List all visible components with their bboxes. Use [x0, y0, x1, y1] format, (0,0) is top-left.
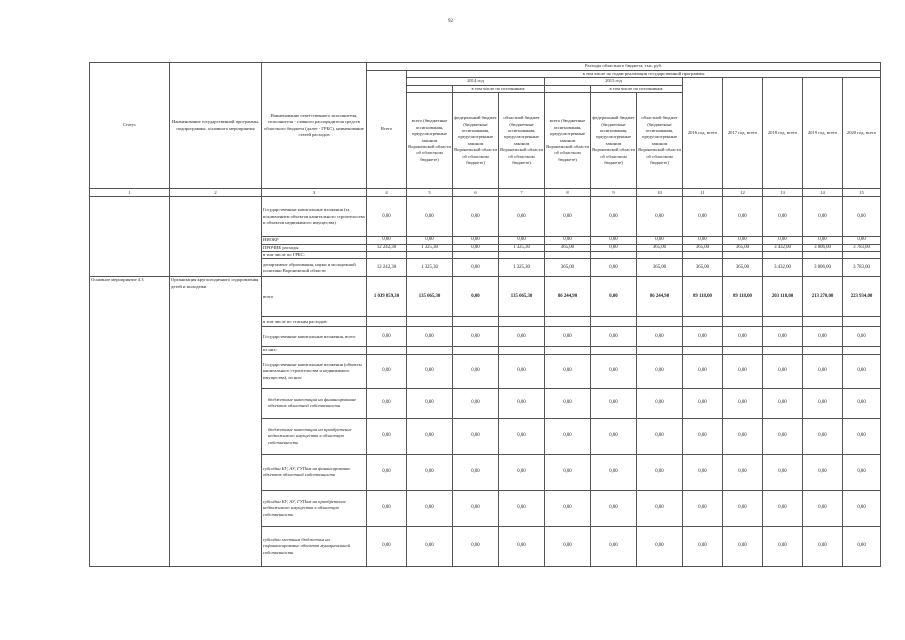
value-cell: 0,00	[763, 197, 803, 237]
value-cell: 0,00	[683, 454, 723, 490]
value-cell: 0,00	[683, 327, 723, 347]
value-cell: 0,00	[499, 354, 545, 388]
value-cell: 0,00	[453, 454, 499, 490]
table-row	[90, 277, 881, 317]
value-cell: 0,00	[763, 418, 803, 454]
header-program-name: Наименование государственной программы, подпрограммы, основного мероприятия	[170, 63, 262, 189]
value-cell: 0,00	[637, 490, 683, 526]
value-cell: 0,00	[407, 388, 453, 418]
row-label: Государственные капитальные вложения, всего	[262, 327, 367, 347]
value-cell: 365,00	[637, 244, 683, 251]
value-cell: 0,00	[683, 237, 723, 244]
value-cell: 0,00	[637, 327, 683, 347]
value-cell: 0,00	[591, 388, 637, 418]
value-cell: 365,00	[723, 244, 763, 251]
value-cell: 0,00	[763, 354, 803, 388]
value-cell: 0,00	[637, 354, 683, 388]
value-cell: 0,00	[723, 197, 763, 237]
value-cell: 213 270,00	[803, 277, 843, 317]
value-cell: 0,00	[499, 327, 545, 347]
value-cell	[591, 252, 637, 259]
value-cell	[407, 252, 453, 259]
column-number-row	[90, 189, 881, 197]
value-cell: 0,00	[683, 490, 723, 526]
value-cell: 0,00	[723, 418, 763, 454]
value-cell: 3 006,00	[803, 244, 843, 251]
value-cell	[637, 252, 683, 259]
value-cell: 0,00	[407, 237, 453, 244]
header-2015-regional: областной бюджет (бюджетные ассигнования, предусмотренные законом Воронежской области об областном бюджете)	[637, 93, 683, 189]
column-number: 3	[262, 189, 367, 197]
value-cell: 0,00	[591, 526, 637, 566]
status-cell-empty	[90, 197, 170, 277]
value-cell: 0,00	[545, 490, 591, 526]
value-cell: 0,00	[763, 490, 803, 526]
value-cell	[763, 252, 803, 259]
value-cell: 0,00	[803, 526, 843, 566]
value-cell	[843, 317, 881, 327]
value-cell: 0,00	[763, 327, 803, 347]
value-cell: 0,00	[637, 454, 683, 490]
value-cell: 0,00	[723, 490, 763, 526]
value-cell	[407, 317, 453, 327]
value-cell: 0,00	[763, 454, 803, 490]
value-cell: 1 325,30	[499, 244, 545, 251]
header-status: Статус	[90, 63, 170, 189]
value-cell	[499, 252, 545, 259]
value-cell: 1 039 859,30	[367, 277, 407, 317]
value-cell: 0,00	[545, 418, 591, 454]
value-cell: 0,00	[407, 454, 453, 490]
value-cell: 0,00	[453, 490, 499, 526]
value-cell: 0,00	[453, 259, 499, 277]
header-2014-total: всего (бюджетные ассигнования, предусмотренные законом Воронежской области об областном бюджете)	[407, 93, 453, 189]
row-label: всего	[262, 277, 367, 317]
value-cell: 1 325,30	[407, 259, 453, 277]
value-cell: 0,00	[545, 237, 591, 244]
value-cell: 0,00	[407, 418, 453, 454]
row-label: из них:	[262, 347, 367, 354]
value-cell: 0,00	[499, 237, 545, 244]
value-cell	[843, 252, 881, 259]
row-label: субсидии БУ, АУ, ГУПам на приобретение недвижимого имущества в областную собственность	[262, 490, 367, 526]
value-cell: 365,00	[545, 244, 591, 251]
value-cell: 135 065,30	[407, 277, 453, 317]
value-cell: 0,00	[453, 354, 499, 388]
value-cell	[367, 317, 407, 327]
header-year-2015: 2015 год	[545, 78, 683, 85]
value-cell	[803, 347, 843, 354]
value-cell: 0,00	[803, 388, 843, 418]
value-cell	[723, 347, 763, 354]
value-cell: 1 325,30	[499, 259, 545, 277]
value-cell: 365,00	[545, 259, 591, 277]
value-cell	[545, 347, 591, 354]
value-cell: 0,00	[803, 454, 843, 490]
value-cell: 0,00	[453, 244, 499, 251]
row-label: Государственные капитальные вложения (за исключением объектов капитального строительства и объектов недвижимого имущества)	[262, 197, 367, 237]
header-2019: 2019 год, всего	[803, 78, 843, 189]
value-cell: 0,00	[843, 526, 881, 566]
value-cell: 0,00	[407, 490, 453, 526]
value-cell	[803, 252, 843, 259]
value-cell: 0,00	[591, 418, 637, 454]
header-2020: 2020 год, всего	[843, 78, 881, 189]
value-cell: 0,00	[637, 237, 683, 244]
value-cell: 0,00	[545, 197, 591, 237]
column-number: 14	[803, 189, 843, 197]
value-cell: 365,00	[683, 259, 723, 277]
header-2015-federal: федеральный бюджет (бюджетные ассигнования, предусмотренные законом Воронежской области об областном бюджете)	[591, 93, 637, 189]
value-cell: 0,00	[367, 526, 407, 566]
value-cell: 0,00	[803, 237, 843, 244]
header-year-2014: 2014 год	[407, 78, 545, 85]
value-cell: 0,00	[545, 354, 591, 388]
header-sources-2014: в том числе по источникам:	[453, 85, 545, 92]
value-cell	[723, 252, 763, 259]
column-number: 5	[407, 189, 453, 197]
column-number: 1	[90, 189, 170, 197]
value-cell: 0,00	[803, 490, 843, 526]
header-2018: 2018 год, всего	[763, 78, 803, 189]
value-cell: 12 242,30	[367, 244, 407, 251]
header-2016: 2016 год, всего	[683, 78, 723, 189]
column-number: 4	[367, 189, 407, 197]
header-2017: 2017 год, всего	[723, 78, 763, 189]
value-cell	[407, 347, 453, 354]
value-cell: 1 325,30	[407, 244, 453, 251]
row-label: в том числе по статьям расходов:	[262, 317, 367, 327]
value-cell: 0,00	[453, 197, 499, 237]
value-cell: 0,00	[803, 197, 843, 237]
value-cell: 0,00	[453, 526, 499, 566]
value-cell: 0,00	[591, 277, 637, 317]
row-label: бюджетные инвестиции на приобретение недвижимого имущества в областную собственность	[262, 418, 367, 454]
row-label: субсидии БУ, АУ, ГУПам на финансирование объектов областной собственности	[262, 454, 367, 490]
value-cell	[453, 317, 499, 327]
value-cell: 0,00	[591, 259, 637, 277]
value-cell: 0,00	[591, 490, 637, 526]
value-cell: 12 242,30	[367, 259, 407, 277]
value-cell: 0,00	[637, 388, 683, 418]
value-cell: 0,00	[453, 237, 499, 244]
column-number: 8	[545, 189, 591, 197]
value-cell	[367, 347, 407, 354]
value-cell: 0,00	[545, 454, 591, 490]
value-cell: 0,00	[763, 237, 803, 244]
value-cell: 0,00	[763, 526, 803, 566]
value-cell: 0,00	[367, 327, 407, 347]
value-cell: 0,00	[499, 454, 545, 490]
column-number: 13	[763, 189, 803, 197]
value-cell: 0,00	[723, 354, 763, 388]
value-cell: 86 244,90	[637, 277, 683, 317]
row-label: бюджетные инвестиции на финансирование объектов областной собственности	[262, 388, 367, 418]
value-cell: 0,00	[683, 526, 723, 566]
column-number: 6	[453, 189, 499, 197]
value-cell: 0,00	[453, 277, 499, 317]
value-cell: 0,00	[723, 237, 763, 244]
column-number: 10	[637, 189, 683, 197]
value-cell: 3 006,00	[803, 259, 843, 277]
table-row	[90, 197, 881, 237]
value-cell	[763, 317, 803, 327]
value-cell: 86 244,90	[545, 277, 591, 317]
column-number: 2	[170, 189, 262, 197]
value-cell: 0,00	[367, 490, 407, 526]
value-cell: 0,00	[843, 327, 881, 347]
value-cell	[453, 252, 499, 259]
value-cell	[763, 347, 803, 354]
value-cell: 0,00	[843, 454, 881, 490]
name-cell-empty	[170, 197, 262, 277]
value-cell: 0,00	[843, 354, 881, 388]
budget-table	[89, 62, 881, 567]
value-cell	[803, 317, 843, 327]
value-cell: 0,00	[843, 197, 881, 237]
column-number: 9	[591, 189, 637, 197]
value-cell: 0,00	[683, 388, 723, 418]
value-cell: 0,00	[367, 418, 407, 454]
header-2014-federal: федеральный бюджет (бюджетные ассигнования, предусмотренные законом Воронежской области об областном бюджете)	[453, 93, 499, 189]
row-label: Государственные капитальные вложения (объекты капитального строительства и недвижимого имущества), из них:	[262, 354, 367, 388]
header-2015-total: всего (бюджетные ассигнования, предусмотренные законом Воронежской области об областном бюджете)	[545, 93, 591, 189]
value-cell: 0,00	[723, 526, 763, 566]
value-cell: 0,00	[843, 237, 881, 244]
value-cell: 0,00	[499, 526, 545, 566]
value-cell: 3 783,00	[843, 259, 881, 277]
value-cell: 89 118,00	[683, 277, 723, 317]
value-cell	[545, 252, 591, 259]
column-number: 11	[683, 189, 723, 197]
value-cell: 0,00	[803, 354, 843, 388]
value-cell	[683, 252, 723, 259]
value-cell: 223 934,00	[843, 277, 881, 317]
value-cell: 0,00	[367, 237, 407, 244]
value-cell	[683, 317, 723, 327]
value-cell: 0,00	[843, 388, 881, 418]
value-cell: 0,00	[367, 197, 407, 237]
value-cell	[367, 252, 407, 259]
value-cell	[591, 347, 637, 354]
value-cell: 3 432,00	[763, 244, 803, 251]
value-cell	[591, 317, 637, 327]
value-cell: 0,00	[545, 526, 591, 566]
value-cell: 0,00	[545, 388, 591, 418]
value-cell: 0,00	[545, 327, 591, 347]
value-cell	[843, 347, 881, 354]
value-cell	[545, 317, 591, 327]
row-label: НИОКР	[262, 237, 367, 244]
value-cell: 365,00	[723, 259, 763, 277]
value-cell: 0,00	[803, 327, 843, 347]
value-cell	[637, 347, 683, 354]
value-cell: 0,00	[637, 526, 683, 566]
value-cell: 0,00	[803, 418, 843, 454]
value-cell: 3 432,00	[763, 259, 803, 277]
value-cell	[499, 317, 545, 327]
row-label: субсидии местным бюджетам на софинансирование объектов муниципальной собственности	[262, 526, 367, 566]
event-status: Основное мероприятие 4.3	[90, 277, 170, 566]
value-cell	[637, 317, 683, 327]
column-number: 7	[499, 189, 545, 197]
row-label: ПРОЧИЕ расходы	[262, 244, 367, 251]
row-label: департамент образования, науки и молодежной политики Воронежской области	[262, 259, 367, 277]
header-by-years: в том числе по годам реализации государственной программы	[407, 71, 881, 78]
header-expenses: Расходы областного бюджета, тыс. руб.	[367, 63, 881, 71]
value-cell: 0,00	[367, 454, 407, 490]
value-cell: 0,00	[499, 490, 545, 526]
value-cell: 0,00	[499, 388, 545, 418]
value-cell: 0,00	[843, 490, 881, 526]
column-number: 12	[723, 189, 763, 197]
value-cell: 0,00	[453, 418, 499, 454]
value-cell: 0,00	[407, 526, 453, 566]
value-cell: 135 065,30	[499, 277, 545, 317]
value-cell: 0,00	[499, 197, 545, 237]
value-cell: 0,00	[723, 388, 763, 418]
value-cell: 89 118,00	[723, 277, 763, 317]
value-cell: 0,00	[591, 327, 637, 347]
value-cell: 0,00	[407, 354, 453, 388]
value-cell: 0,00	[723, 454, 763, 490]
value-cell: 0,00	[591, 237, 637, 244]
value-cell: 365,00	[637, 259, 683, 277]
page-number: 92	[448, 19, 453, 24]
value-cell	[683, 347, 723, 354]
value-cell: 0,00	[591, 197, 637, 237]
value-cell: 0,00	[591, 454, 637, 490]
value-cell	[723, 317, 763, 327]
value-cell	[499, 347, 545, 354]
header-executor: Наименование ответственного исполнителя, исполнителя - главного распорядителя средств областного бюджета (далее - ГРБС), наименование статей расходов	[262, 63, 367, 189]
value-cell: 0,00	[407, 197, 453, 237]
value-cell: 0,00	[367, 388, 407, 418]
event-name: Организация круглогодичного оздоровления детей и молодежи	[170, 277, 262, 566]
column-number: 15	[843, 189, 881, 197]
value-cell: 203 118,00	[763, 277, 803, 317]
value-cell: 0,00	[499, 418, 545, 454]
value-cell: 365,00	[683, 244, 723, 251]
header-total: Всего	[367, 71, 407, 189]
value-cell: 0,00	[453, 327, 499, 347]
value-cell: 0,00	[453, 388, 499, 418]
value-cell: 0,00	[723, 327, 763, 347]
value-cell: 0,00	[367, 354, 407, 388]
value-cell	[453, 347, 499, 354]
header-sources-2015: в том числе по источникам:	[591, 85, 683, 92]
value-cell: 0,00	[683, 197, 723, 237]
value-cell: 0,00	[843, 418, 881, 454]
header-2014-regional: областной бюджет (бюджетные ассигнования, предусмотренные законом Воронежской области об областном бюджете)	[499, 93, 545, 189]
value-cell: 0,00	[763, 388, 803, 418]
value-cell: 0,00	[591, 244, 637, 251]
value-cell: 0,00	[683, 354, 723, 388]
value-cell: 0,00	[407, 327, 453, 347]
row-label: в том числе по ГРБС:	[262, 252, 367, 259]
value-cell: 3 783,00	[843, 244, 881, 251]
value-cell: 0,00	[637, 418, 683, 454]
value-cell: 0,00	[637, 197, 683, 237]
value-cell: 0,00	[683, 418, 723, 454]
value-cell: 0,00	[591, 354, 637, 388]
